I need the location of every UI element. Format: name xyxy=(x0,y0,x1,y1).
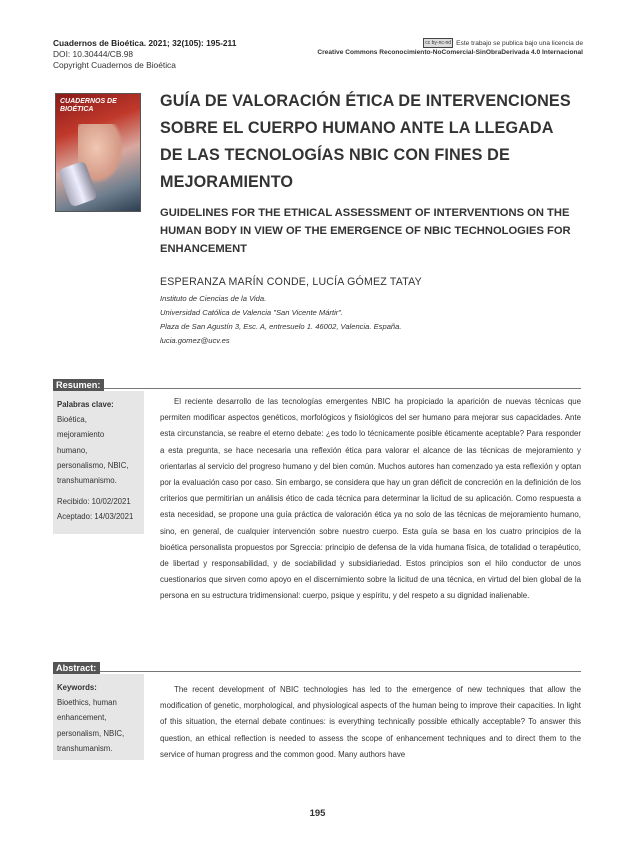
resumen-text: El reciente desarrollo de las tecnologías emergentes NBIC ha propiciado la aparición de nuevas técnicas que permiten modificar aspectos genéticos, morfológicos y fisiológicos del ser humano para mejorar sus capacidades. Ante esta circunstancia, se reabre el eterno debate: ¿es todo lo técnicamente posible éticamente aceptable? Para responder a esta pregunta, se hace necesaria una reflexión ética para valorar el alcance de las técnicas de mejoramiento y orientarlas al servicio del progreso humano y del bien común. Muchos autores han comenzado ya esta reflexión y optan por la evaluación caso por caso. Sin embargo, se considera que hay un gran déficit de concreción en la definición de los criterios que permitirían un análisis ético de cada técnica para determinar la licitud de su aplicación. Como respuesta a esta necesidad, se propone una guía práctica de valoración ética ya no solo de las técnicas de mejoramiento humano, sino, en general, de cualquier intervención sobre nuestro cuerpo. Esta guía se basa en los cuatro principios de la bioética personalista propuestos por Sgreccia: principio de defensa de la vida humana física, de totalidad o terapéutico, de libertad y responsabilidad, y de sociabilidad y subsidiariedad. Estos principios son el hilo conductor de unos cuestionarios que sirven como apoyo en el discernimiento sobre la licitud de una técnica, en virtud del bien global de la persona en su estructura tridimensional: cuerpo, psique y espíritu, y del respeto a su dignidad inalienable. xyxy=(160,397,581,601)
affiliation-address: Plaza de San Agustín 3, Esc. A, entresuelo 1. 46002, Valencia. España. xyxy=(160,322,402,331)
keyword: personalismo, NBIC, xyxy=(57,460,129,470)
affiliation xyxy=(160,292,401,348)
keyword: transhumanism. xyxy=(57,743,113,753)
abstract-body xyxy=(160,682,581,762)
journal-cover-image xyxy=(55,93,141,212)
article-title-english: GUIDELINES FOR THE ETHICAL ASSESSMENT OF INTERVENTIONS ON THE HUMAN BODY IN VIEW OF THE EMERGENCE OF NBIC TECHNOLOGIES FOR ENHANCEMENT xyxy=(160,207,571,255)
keywords-label: Keywords: xyxy=(57,683,97,692)
affiliation-institute: Instituto de Ciencias de la Vida. xyxy=(160,294,267,303)
keyword: humano, xyxy=(57,445,88,455)
page-number: 195 xyxy=(309,808,326,819)
cc-license-icon[interactable]: cc by-nc-nd xyxy=(423,38,453,48)
resumen-body xyxy=(160,394,581,605)
keyword: transhumanismo. xyxy=(57,476,117,486)
palabras-clave-label: Palabras clave: xyxy=(57,400,114,409)
abstract-divider xyxy=(53,671,581,672)
keyword: Bioética, xyxy=(57,415,87,425)
abstract-heading: Abstract: xyxy=(53,662,100,675)
keyword: enhancement, xyxy=(57,713,107,723)
keyword: Bioethics, human xyxy=(57,698,117,708)
journal-header xyxy=(53,38,236,71)
keyword: mejoramiento xyxy=(57,430,105,440)
license-notice xyxy=(317,38,583,57)
abstract-text: The recent development of NBIC technologies has led to the emergence of new techniques that allow the modification of genetic, morphological, and physiological aspects of the human being to improve their capacities. In light of this situation, the eternal debate continues: is everything technically possible ethically acceptable? To answer this question, an ethical reflection is needed to assess the scope of enhancement techniques and to direct them to the service of human progress and the common good. Many authors have xyxy=(160,685,581,759)
received-date: Recibido: 10/02/2021 xyxy=(57,497,131,507)
copyright: Copyright Cuadernos de Bioética xyxy=(53,60,176,70)
doi[interactable]: DOI: 10.30444/CB.98 xyxy=(53,49,134,59)
resumen-divider xyxy=(53,388,581,389)
license-line2[interactable]: Creative Commons Reconocimiento-NoComercial-SinObraDerivada 4.0 Internacional xyxy=(317,49,583,56)
accepted-date: Aceptado: 14/03/2021 xyxy=(57,512,134,522)
article-title-spanish: GUÍA DE VALORACIÓN ÉTICA DE INTERVENCIONES SOBRE EL CUERPO HUMANO ANTE LA LLEGADA DE LAS TECNOLOGÍAS NBIC CON FINES DE MEJORAMIENTO xyxy=(160,92,571,191)
resumen-heading: Resumen: xyxy=(53,379,104,392)
keyword: personalism, NBIC, xyxy=(57,728,125,738)
abstract-sidebar xyxy=(53,674,144,760)
cover-title: CUADERNOS DE BIOÉTICA xyxy=(60,98,117,113)
author-email[interactable]: lucia.gomez@ucv.es xyxy=(160,336,230,345)
license-line1: Este trabajo se publica bajo una licencia de xyxy=(456,39,583,47)
authors: ESPERANZA MARÍN CONDE, LUCÍA GÓMEZ TATAY xyxy=(160,276,422,288)
affiliation-university: Universidad Católica de Valencia "San Vicente Mártir". xyxy=(160,308,344,317)
journal-citation: Cuadernos de Bioética. 2021; 32(105): 195-211 xyxy=(53,38,237,48)
resumen-sidebar xyxy=(53,391,144,534)
